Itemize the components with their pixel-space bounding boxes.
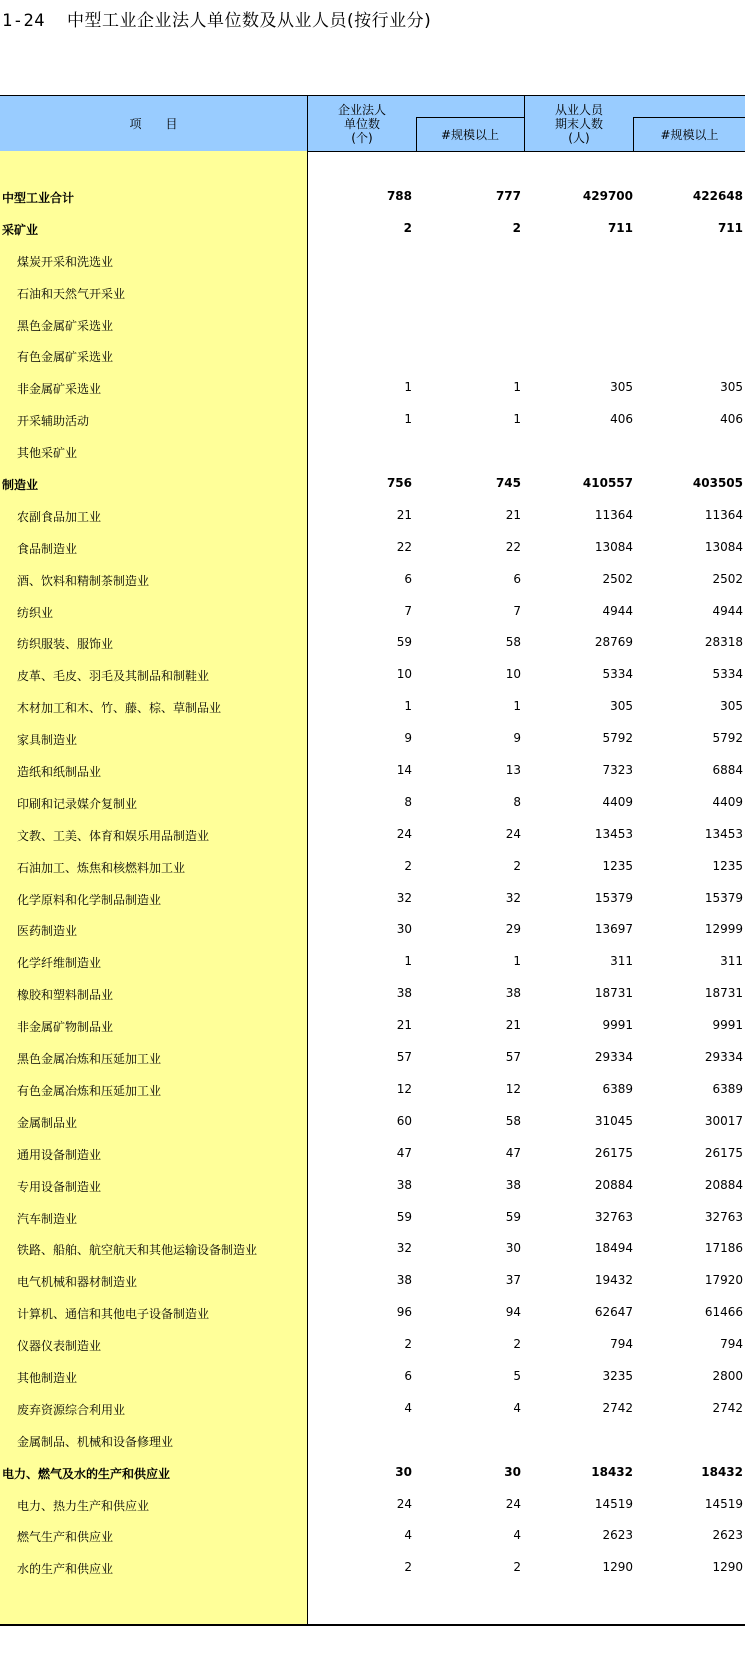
cell-employees-above-scale: 2742: [712, 1400, 743, 1415]
row-label: 化学原料和化学制品制造业: [17, 892, 162, 907]
cell-units: 1: [404, 699, 412, 714]
table-row: [0, 723, 745, 755]
table-row: [0, 1361, 745, 1393]
header-divider: [524, 96, 525, 151]
cell-units: 38: [396, 1177, 412, 1192]
table-row: [0, 245, 745, 277]
row-label: 非金属矿物制品业: [17, 1020, 114, 1035]
cell-units-above-scale: 13: [505, 763, 521, 778]
cell-units-above-scale: 94: [505, 1305, 521, 1320]
cell-units: 6: [404, 1368, 412, 1383]
cell-employees: 13453: [594, 826, 633, 841]
cell-units: 10: [396, 667, 412, 682]
cell-employees: 1235: [602, 858, 633, 873]
cell-units-above-scale: 9: [513, 731, 521, 746]
cell-employees: 11364: [594, 507, 633, 522]
table-body: [0, 181, 745, 1584]
table-row: [0, 181, 745, 213]
table-row: [0, 1233, 745, 1265]
table-row: [0, 436, 745, 468]
cell-units-above-scale: 38: [505, 1177, 521, 1192]
cell-employees: 18432: [591, 1464, 633, 1479]
cell-employees-above-scale: 26175: [704, 1145, 743, 1160]
cell-employees-above-scale: 17186: [704, 1241, 743, 1256]
row-label: 石油加工、炼焦和核燃料加工业: [17, 860, 186, 875]
header-units-above-scale: #规模以上: [440, 127, 500, 142]
cell-employees-above-scale: 422648: [692, 189, 743, 203]
cell-units: 32: [396, 890, 412, 905]
row-label: 纺织业: [17, 605, 54, 620]
cell-employees: 18494: [594, 1241, 633, 1256]
cell-units-above-scale: 57: [505, 1050, 521, 1065]
row-label: 电气机械和器材制造业: [17, 1275, 138, 1290]
cell-employees: 4944: [602, 603, 633, 618]
cell-employees-above-scale: 11364: [704, 507, 743, 522]
row-label: 皮革、毛皮、羽毛及其制品和制鞋业: [17, 669, 210, 684]
row-label: 水的生产和供应业: [17, 1562, 114, 1577]
table-row: [0, 1489, 745, 1521]
cell-units: 8: [404, 794, 412, 809]
cell-units: 9: [404, 731, 412, 746]
cell-employees: 711: [607, 220, 633, 235]
cell-units: 2: [404, 1560, 412, 1575]
cell-employees-above-scale: 17920: [704, 1273, 743, 1288]
cell-employees-above-scale: 29334: [704, 1050, 743, 1065]
row-label: 印刷和记录媒介复制业: [17, 796, 138, 811]
cell-employees-above-scale: 18432: [701, 1464, 743, 1479]
header-units: 企业法人 单位数 (个): [337, 102, 386, 145]
cell-employees: 18731: [594, 986, 633, 1001]
cell-units: 2: [404, 858, 412, 873]
cell-units-above-scale: 2: [513, 1560, 521, 1575]
cell-employees: 410557: [582, 476, 633, 491]
table-row: [0, 340, 745, 372]
table-row: [0, 1106, 745, 1138]
cell-units: 12: [396, 1081, 412, 1096]
table-row: [0, 372, 745, 404]
cell-units: 756: [386, 476, 412, 491]
table-row: [0, 404, 745, 436]
row-label: 农副食品加工业: [17, 509, 102, 524]
cell-units: 6: [404, 571, 412, 586]
row-label: 采矿业: [2, 222, 39, 237]
table-row: [0, 914, 745, 946]
row-label: 有色金属冶炼和压延加工业: [17, 1083, 162, 1098]
cell-units: 38: [396, 1273, 412, 1288]
cell-units: 4: [404, 1528, 412, 1543]
header-divider: [416, 117, 524, 118]
row-label: 石油和天然气开采业: [17, 286, 126, 301]
cell-units: 38: [396, 986, 412, 1001]
cell-employees: 305: [610, 380, 633, 395]
table-row: [0, 1552, 745, 1584]
cell-units-above-scale: 37: [505, 1273, 521, 1288]
table-row: [0, 755, 745, 787]
cell-employees: 62647: [594, 1305, 633, 1320]
cell-employees: 406: [610, 412, 633, 427]
cell-units: 30: [396, 922, 412, 937]
cell-units-above-scale: 30: [505, 1241, 521, 1256]
cell-employees-above-scale: 311: [720, 954, 743, 969]
cell-employees: 4409: [602, 794, 633, 809]
cell-employees-above-scale: 18731: [704, 986, 743, 1001]
cell-units-above-scale: 7: [513, 603, 521, 618]
cell-units: 32: [396, 1241, 412, 1256]
table-row: [0, 1520, 745, 1552]
cell-units: 57: [396, 1050, 412, 1065]
cell-employees-above-scale: 13453: [704, 826, 743, 841]
table-row: [0, 468, 745, 500]
table-row: [0, 1393, 745, 1425]
cell-employees-above-scale: 1290: [712, 1560, 743, 1575]
row-label: 非金属矿采选业: [17, 382, 102, 397]
table-row: [0, 1202, 745, 1234]
cell-employees: 13084: [594, 539, 633, 554]
cell-units-above-scale: 1: [513, 412, 521, 427]
row-label: 仪器仪表制造业: [17, 1339, 102, 1354]
cell-units-above-scale: 2: [512, 220, 521, 235]
table-row: [0, 1457, 745, 1489]
cell-employees: 3235: [602, 1368, 633, 1383]
cell-units: 14: [396, 763, 412, 778]
cell-units: 1: [404, 380, 412, 395]
row-label: 其他制造业: [17, 1370, 78, 1385]
cell-employees-above-scale: 4409: [712, 794, 743, 809]
cell-employees: 1290: [602, 1560, 633, 1575]
cell-units: 21: [396, 1018, 412, 1033]
table-row: [0, 1042, 745, 1074]
table-row: [0, 213, 745, 245]
cell-units-above-scale: 47: [505, 1145, 521, 1160]
table-row: [0, 691, 745, 723]
row-label: 制造业: [2, 478, 39, 493]
cell-employees-above-scale: 2800: [712, 1368, 743, 1383]
table-row: [0, 1074, 745, 1106]
cell-units-above-scale: 21: [505, 507, 521, 522]
cell-employees-above-scale: 5334: [712, 667, 743, 682]
row-label: 汽车制造业: [17, 1211, 78, 1226]
cell-units: 788: [386, 189, 412, 203]
header-item: 项 目: [129, 116, 178, 131]
row-label: 金属制品业: [17, 1115, 78, 1130]
cell-units-above-scale: 2: [513, 1337, 521, 1352]
cell-units: 60: [396, 1113, 412, 1128]
cell-employees: 6389: [602, 1081, 633, 1096]
table-row: [0, 787, 745, 819]
cell-employees-above-scale: 30017: [704, 1113, 743, 1128]
header-divider: [633, 118, 634, 151]
cell-employees: 311: [610, 954, 633, 969]
cell-units-above-scale: 12: [505, 1081, 521, 1096]
row-label: 开采辅助活动: [17, 414, 90, 429]
cell-employees-above-scale: 61466: [704, 1305, 743, 1320]
cell-units-above-scale: 1: [513, 699, 521, 714]
cell-units-above-scale: 32: [505, 890, 521, 905]
header-divider: [416, 118, 417, 151]
cell-employees: 15379: [594, 890, 633, 905]
cell-employees: 305: [610, 699, 633, 714]
page-title: [2, 6, 431, 31]
cell-employees-above-scale: 305: [720, 699, 743, 714]
row-label: 中型工业合计: [2, 191, 75, 205]
table-row: [0, 1138, 745, 1170]
table-row: [0, 564, 745, 596]
cell-employees: 7323: [602, 763, 633, 778]
table-row: [0, 1265, 745, 1297]
cell-employees-above-scale: 794: [720, 1337, 743, 1352]
cell-units-above-scale: 6: [513, 571, 521, 586]
row-label: 煤炭开采和洗选业: [17, 254, 114, 269]
cell-employees-above-scale: 6884: [712, 763, 743, 778]
table-row: [0, 659, 745, 691]
cell-employees: 31045: [594, 1113, 633, 1128]
cell-employees: 5792: [602, 731, 633, 746]
row-label: 黑色金属冶炼和压延加工业: [17, 1052, 162, 1067]
cell-employees-above-scale: 1235: [712, 858, 743, 873]
row-label: 造纸和纸制品业: [17, 765, 102, 780]
table-row: [0, 851, 745, 883]
cell-units: 2: [404, 1337, 412, 1352]
cell-units-above-scale: 29: [505, 922, 521, 937]
header-employees: 从业人员 期末人数 (人): [554, 102, 603, 145]
table-row: [0, 1170, 745, 1202]
row-label: 橡胶和塑料制品业: [17, 988, 114, 1003]
cell-employees: 2623: [602, 1528, 633, 1543]
cell-employees-above-scale: 4944: [712, 603, 743, 618]
cell-units-above-scale: 58: [505, 635, 521, 650]
cell-employees-above-scale: 13084: [704, 539, 743, 554]
cell-employees: 32763: [594, 1209, 633, 1224]
cell-units: 2: [403, 220, 412, 235]
table-bottom-border: [0, 1624, 745, 1626]
cell-employees: 19432: [594, 1273, 633, 1288]
cell-employees-above-scale: 711: [717, 220, 743, 235]
cell-units-above-scale: 10: [505, 667, 521, 682]
cell-employees: 20884: [594, 1177, 633, 1192]
cell-employees-above-scale: 32763: [704, 1209, 743, 1224]
row-label: 计算机、通信和其他电子设备制造业: [17, 1307, 210, 1322]
cell-employees: 429700: [582, 189, 633, 203]
header-divider: [633, 117, 745, 118]
cell-employees-above-scale: 15379: [704, 890, 743, 905]
row-label: 文教、工美、体育和娱乐用品制造业: [17, 828, 210, 843]
cell-units-above-scale: 5: [513, 1368, 521, 1383]
row-label: 通用设备制造业: [17, 1147, 102, 1162]
cell-units: 22: [396, 539, 412, 554]
cell-employees-above-scale: 406: [720, 412, 743, 427]
cell-units-above-scale: 745: [495, 476, 521, 491]
cell-employees: 9991: [602, 1018, 633, 1033]
cell-units: 47: [396, 1145, 412, 1160]
cell-units: 7: [404, 603, 412, 618]
table-row: [0, 309, 745, 341]
table-row: [0, 978, 745, 1010]
cell-employees-above-scale: 28318: [704, 635, 743, 650]
cell-employees-above-scale: 305: [720, 380, 743, 395]
header-divider: [307, 96, 308, 151]
cell-units: 4: [404, 1400, 412, 1415]
row-label: 木材加工和木、竹、藤、棕、草制品业: [17, 701, 222, 716]
row-label: 化学纤维制造业: [17, 956, 102, 971]
cell-employees-above-scale: 6389: [712, 1081, 743, 1096]
row-label: 专用设备制造业: [17, 1179, 102, 1194]
table-row: [0, 1329, 745, 1361]
cell-employees: 13697: [594, 922, 633, 937]
cell-units-above-scale: 59: [505, 1209, 521, 1224]
cell-units-above-scale: 21: [505, 1018, 521, 1033]
cell-units-above-scale: 38: [505, 986, 521, 1001]
row-label: 金属制品、机械和设备修理业: [17, 1434, 174, 1449]
cell-units-above-scale: 4: [513, 1528, 521, 1543]
row-label: 家具制造业: [17, 733, 78, 748]
cell-units-above-scale: 22: [505, 539, 521, 554]
table-row: [0, 1010, 745, 1042]
table-title: 中型工业企业法人单位数及从业人员(按行业分): [66, 11, 432, 31]
table-row: [0, 883, 745, 915]
cell-employees: 14519: [594, 1496, 633, 1511]
cell-units-above-scale: 24: [505, 826, 521, 841]
row-label: 铁路、船舶、航空航天和其他运输设备制造业: [17, 1243, 258, 1258]
cell-employees: 5334: [602, 667, 633, 682]
cell-employees-above-scale: 5792: [712, 731, 743, 746]
cell-units-above-scale: 30: [504, 1464, 521, 1479]
cell-employees-above-scale: 403505: [692, 476, 743, 491]
cell-units: 30: [395, 1464, 412, 1479]
cell-employees: 26175: [594, 1145, 633, 1160]
cell-units-above-scale: 777: [495, 189, 521, 203]
row-label: 食品制造业: [17, 541, 78, 556]
row-label: 其他采矿业: [17, 446, 78, 461]
cell-units-above-scale: 58: [505, 1113, 521, 1128]
row-label: 电力、燃气及水的生产和供应业: [2, 1466, 171, 1481]
table-row: [0, 627, 745, 659]
header-employees-above-scale: #规模以上: [660, 127, 719, 142]
table-row: [0, 500, 745, 532]
cell-employees-above-scale: 2623: [712, 1528, 743, 1543]
row-label: 医药制造业: [17, 924, 78, 939]
row-label: 电力、热力生产和供应业: [17, 1498, 150, 1513]
cell-employees-above-scale: 20884: [704, 1177, 743, 1192]
cell-employees-above-scale: 9991: [712, 1018, 743, 1033]
table-row: [0, 1425, 745, 1457]
table-row: [0, 277, 745, 309]
cell-units: 24: [396, 1496, 412, 1511]
cell-units-above-scale: 1: [513, 380, 521, 395]
cell-units-above-scale: 2: [513, 858, 521, 873]
table-row: [0, 946, 745, 978]
cell-units: 96: [396, 1305, 412, 1320]
table-row: [0, 1297, 745, 1329]
cell-units: 1: [404, 412, 412, 427]
cell-units-above-scale: 8: [513, 794, 521, 809]
cell-units: 21: [396, 507, 412, 522]
table-row: [0, 532, 745, 564]
cell-employees-above-scale: 12999: [704, 922, 743, 937]
cell-units-above-scale: 24: [505, 1496, 521, 1511]
row-label: 有色金属矿采选业: [17, 350, 114, 365]
table-row: [0, 596, 745, 628]
row-label: 纺织服装、服饰业: [17, 637, 114, 652]
cell-employees: 28769: [594, 635, 633, 650]
cell-employees: 2742: [602, 1400, 633, 1415]
table-row: [0, 819, 745, 851]
cell-employees: 2502: [602, 571, 633, 586]
cell-employees-above-scale: 2502: [712, 571, 743, 586]
cell-units-above-scale: 4: [513, 1400, 521, 1415]
table-header: [0, 95, 745, 152]
cell-employees-above-scale: 14519: [704, 1496, 743, 1511]
row-label: 燃气生产和供应业: [17, 1530, 114, 1545]
cell-units: 24: [396, 826, 412, 841]
cell-units: 59: [396, 1209, 412, 1224]
cell-employees: 794: [610, 1337, 633, 1352]
cell-units: 1: [404, 954, 412, 969]
row-label: 黑色金属矿采选业: [17, 318, 114, 333]
cell-units-above-scale: 1: [513, 954, 521, 969]
cell-employees: 29334: [594, 1050, 633, 1065]
row-label: 酒、饮料和精制茶制造业: [17, 573, 150, 588]
cell-units: 59: [396, 635, 412, 650]
row-label: 废弃资源综合利用业: [17, 1402, 126, 1417]
table-number: 1-24: [2, 11, 45, 31]
